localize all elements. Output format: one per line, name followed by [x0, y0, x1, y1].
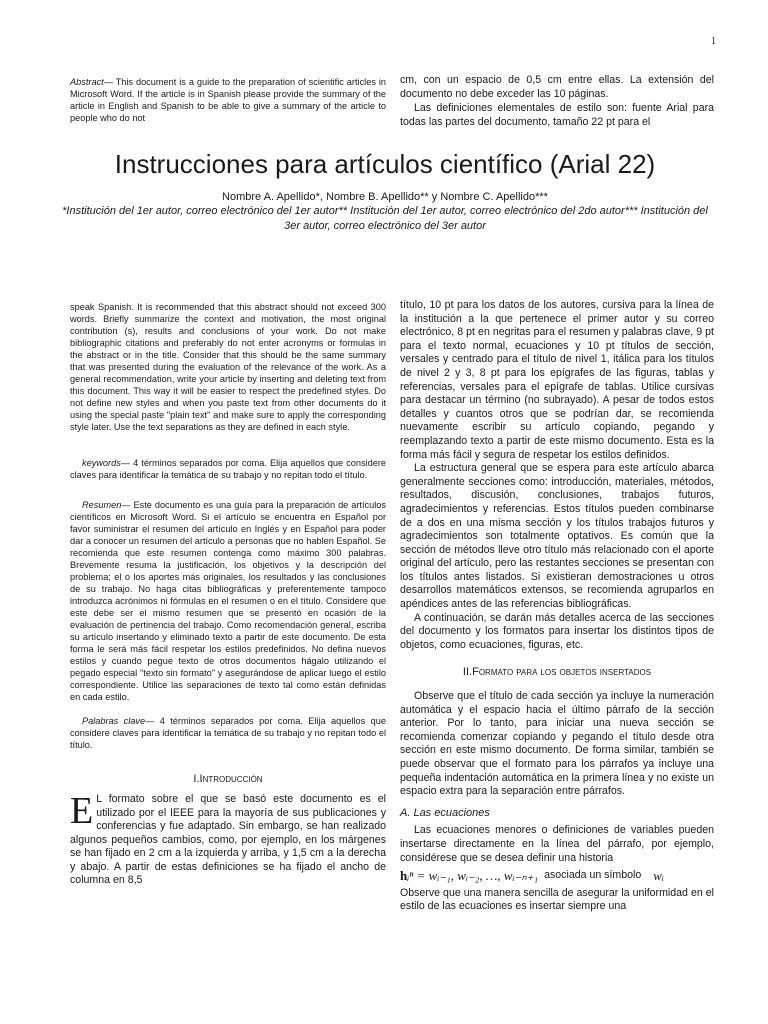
abstract-top [70, 76, 386, 124]
page-title: Instrucciones para artículos científico (Arial 22) [114, 149, 656, 179]
formula-symbol: wᵢ [653, 868, 664, 884]
palabras-clave-paragraph [70, 715, 386, 751]
abstract-label: Abstract [70, 77, 104, 87]
palabras-clave-text: — 4 términos separados por coma. Elija aquellos que considere claves para identificar la temática de su trabajo y no repitan todo el título. [70, 716, 386, 750]
section-2-number: II. [462, 666, 473, 679]
abstract-continuation: speak Spanish. It is recommended that this abstract should not exceed 300 words. Briefly summarize the context and motivation, the most original contribution (s), results and conclusions of your work. Do not make bibliographic citations and preferably do not enter acronyms or formulas in the abstract or in the title. Consider that this should be the same summary that was presented during the evaluation of the relevance of the work. As a general recommendation, write your article by inserting and deleting text from this document. This way it will be easier to respect the predefined styles. Do not define new styles and when you paste text from other documents do it using the special paste "plain text" and make sure to apply the corresponding style later. Use the text separations as they are defined in each style. [70, 302, 386, 432]
inline-formula-row [400, 869, 714, 883]
section-1-text: L formato sobre el que se basó este documento es el utilizado por el IEEE para la mayoría de sus publicaciones y conferencias y fue adaptado. Sin embargo, se han realizado algunos pequeños cambios, como, por ejemplo, en los márgenes se han fijado en 2 cm a la izquierda y arriba, y 1,5 cm a la derecha y abajo. A partir de estas definiciones se ha fijado el ancho de columna en 8,5 [70, 793, 386, 886]
right-paragraph-1: título, 10 pt para los datos de los autores, cursiva para la línea de la institución a la que pertenece el primer autor y su correo electrónico, 8 pt en negritas para el resumen y palabras clave, 9 pt para el texto normal, ecuaciones y 10 pt títulos de sección, versales y centrado para el título de nivel 1, itálica para los títulos de nivel 2 y 3, 8 pt para los epígrafes de las figuras, tablas y referencias, versales para el epígrafe de tablas. Utilice cursivas para destacar un término (no subrayado). A pesar de todos estos detalles y cuantos otros que se podrían dar, se recomienda nuevamente escribir su artículo copiando, pegando y reemplazando texto a partir de este mismo documento. Esta es la forma más fácil y segura de respetar los estilos definidos. [400, 299, 714, 461]
left-column [70, 301, 386, 888]
formula-bold-h: h [400, 868, 408, 884]
page-number: 1 [711, 36, 716, 47]
abstract-text: — This document is a guide to the preparation of scientific articles in Microsoft Word. If the article is in Spanish please provide the summary of the article in English and Spanish to be able to give a summary of the article to people who do not [70, 77, 386, 123]
resumen-paragraph [70, 499, 386, 703]
section-1-heading [70, 773, 386, 785]
right-top-paragraph-1: cm, con un espacio de 0,5 cm entre ellas. La extensión del documento no debe exceder las 10 páginas. [400, 74, 714, 100]
section-1-paragraph [70, 790, 386, 888]
resumen-label: Resumen [82, 500, 122, 510]
section-2-paragraph-1: Observe que el título de cada sección ya incluye la numeración automática y el espacio hacia el último párrafo de la sección anterior. Por lo tanto, para iniciar una nueva sección se recomienda comenzar copiando y pegando el título desde otra sección en este mismo documento. De forma similar, también se puede observar que el formato para los párrafos ya incluye una pequeña indentación automática en la primera línea y no existe un espacio extra para la separación entre párrafos. [400, 690, 714, 798]
drop-cap: E [70, 790, 94, 832]
resumen-text: — Este documento es una guía para la preparación de artículos científicos en Microsoft Word. Si el artículo se encuentra en Español por favor suministrar el resumen del artículo en Inglés y en Español para poder dar a conocer un resumen del artículo a personas que no hablen Español. Se recomienda que este resumen contenga como máximo 300 palabras. Brevemente resuma la justificación, los objetivos y la descripción del problema; el o los aportes más originales, los resultados y las conclusiones de su trabajo. No haga citas bibliográficas y preferentemente tampoco introduzca acrónimos ni fórmulas en el resumen o en el título. Considere que este debe ser el mismo resumen que se presentó en ocasión de la evaluación de pertinencia del trabajo. Como recomendación general, escriba su artículo insertando y eliminado texto a partir de este documento. De esta forma le será más fácil respetar los estilos predefinidos. No defina nuevos estilos y cuando pegue texto de otros documentos hágalo utilizando el pegado especial "texto sin formato" y asegurándose de aplicar luego el estilo correspondiente. Utilice las separaciones de texto tal como están definidas en cada estilo. [70, 500, 386, 702]
history-formula [400, 869, 538, 883]
subsection-a-heading: A. Las ecuaciones [400, 806, 490, 819]
section-1-number: I. [193, 773, 200, 785]
subsection-a-paragraph-2: Observe que una manera sencilla de asegurar la uniformidad en el estilo de las ecuaciones es insertar siempre una [400, 886, 714, 913]
right-paragraph-3: A continuación, se darán más detalles acerca de las secciones del documento y los formatos para insertar los distintos tipos de objetos, como ecuaciones, figuras, etc. [400, 611, 714, 651]
keywords-label: keywords [82, 458, 121, 468]
formula-assoc-text: asociada un símbolo [544, 869, 642, 882]
author-list: Nombre A. Apellido*, Nombre B. Apellido** y Nombre C. Apellido*** [222, 191, 548, 203]
section-1-title: Introducción [199, 773, 263, 785]
palabras-clave-label: Palabras clave [82, 716, 146, 726]
section-2-heading [400, 666, 714, 680]
subsection-a-paragraph-1: Las ecuaciones menores o definiciones de variables pueden insertarse directamente en la línea del párrafo, por ejemplo, considérese que se desea definir una historia [400, 824, 714, 864]
keywords-paragraph [70, 457, 386, 481]
title-block [60, 148, 710, 234]
formula-rest: ᵢⁿ = wᵢ₋₁, wᵢ₋₂, …, wᵢ₋ₙ₊₁ [407, 868, 539, 884]
right-column [400, 299, 714, 914]
right-top-text [400, 73, 714, 129]
right-paragraph-2: La estructura general que se espera para este artículo abarca generalmente secciones como: introducción, materiales, métodos, resultados, discusión, conclusiones, trabajos futuros, agradecimientos y referencias. Estos títulos pueden combinarse de a dos en una misma sección y los títulos trabajos futuros y agradecimientos son totalmente optativos. Es común que la sección de métodos lleve otro título más relacionado con el aporte original del artículo, pero las restantes secciones se presentan con los títulos antes listados. Si existieran demostraciones u otros desarrollos matemáticos extensos, se recomienda agruparlos en apéndices antes de las referencias bibliográficas. [400, 462, 714, 611]
right-top-paragraph-2: Las definiciones elementales de estilo son: fuente Arial para todas las partes del documento, tamaño 22 pt para el [400, 102, 714, 128]
keywords-text: — 4 términos separados por coma. Elija aquellos que considere claves para identificar la temática de su trabajo y no repitan todo el título. [70, 458, 386, 480]
institution-list: *Institución del 1er autor, correo electrónico del 1er autor** Institución del 1er autor, correo electrónico del 2do autor*** Institución del 3er autor, correo electrónico del 3er autor [62, 205, 708, 232]
section-2-title: Formato para los objetos insertados [472, 666, 652, 679]
